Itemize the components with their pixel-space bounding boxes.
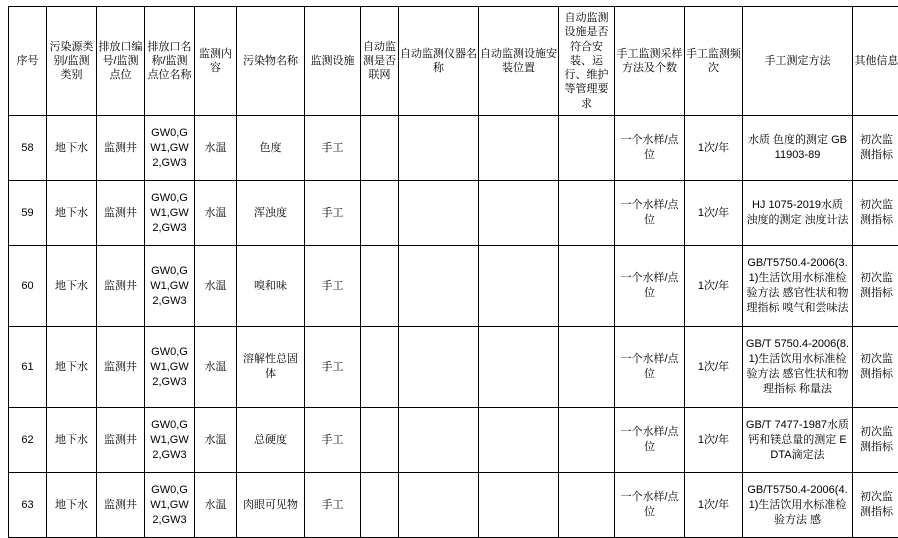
header-manual-frequency: 手工监测频次 [685,7,743,116]
cell-other-info: 初次监测指标 [853,116,898,181]
cell-auto-requirement [559,116,615,181]
cell-manual-sampling: 一个水样/点位 [615,473,685,538]
cell-auto-instrument [399,473,479,538]
cell-monitor-content: 水温 [195,408,237,473]
cell-outlet-number: 监测井 [97,181,145,246]
cell-outlet-name: GW0,GW1,GW2,GW3 [145,246,195,327]
cell-manual-determination: GB/T 7477-1987水质 钙和镁总量的测定 EDTA滴定法 [743,408,853,473]
table-row [9,181,898,246]
cell-manual-determination: GB/T 5750.4-2006(8.1)生活饮用水标准检验方法 感官性状和物理指标 称量法 [743,327,853,408]
cell-outlet-number: 监测井 [97,408,145,473]
cell-auto-networked [361,116,399,181]
cell-auto-instrument [399,246,479,327]
cell-pollutant-name: 总硬度 [237,408,305,473]
cell-manual-frequency: 1次/年 [685,246,743,327]
cell-monitor-facility: 手工 [305,327,361,408]
cell-manual-determination: 水质 色度的测定 GB 11903-89 [743,116,853,181]
cell-seq: 63 [9,473,47,538]
cell-manual-frequency: 1次/年 [685,116,743,181]
header-manual-sampling: 手工监测采样方法及个数 [615,7,685,116]
header-pollution-type: 污染源类别/监测类别 [47,7,97,116]
cell-manual-determination: HJ 1075-2019水质 浊度的测定 浊度计法 [743,181,853,246]
cell-outlet-number: 监测井 [97,246,145,327]
cell-auto-position [479,246,559,327]
cell-auto-position [479,408,559,473]
cell-pollutant-name: 溶解性总固体 [237,327,305,408]
cell-outlet-name: GW0,GW1,GW2,GW3 [145,473,195,538]
cell-manual-sampling: 一个水样/点位 [615,408,685,473]
cell-auto-position [479,116,559,181]
cell-auto-instrument [399,181,479,246]
cell-auto-networked [361,181,399,246]
cell-auto-position [479,327,559,408]
cell-outlet-name: GW0,GW1,GW2,GW3 [145,408,195,473]
cell-manual-frequency: 1次/年 [685,473,743,538]
cell-manual-frequency: 1次/年 [685,181,743,246]
cell-pollution-type: 地下水 [47,181,97,246]
header-outlet-name: 排放口名称/监测点位名称 [145,7,195,116]
header-auto-instrument: 自动监测仪器名称 [399,7,479,116]
cell-auto-instrument [399,327,479,408]
cell-outlet-number: 监测井 [97,116,145,181]
cell-pollution-type: 地下水 [47,473,97,538]
header-auto-networked: 自动监测是否联网 [361,7,399,116]
cell-outlet-name: GW0,GW1,GW2,GW3 [145,116,195,181]
cell-seq: 61 [9,327,47,408]
table-row [9,116,898,181]
cell-auto-networked [361,408,399,473]
cell-pollution-type: 地下水 [47,246,97,327]
cell-monitor-facility: 手工 [305,116,361,181]
header-other-info: 其他信息 [853,7,898,116]
table-row [9,473,898,538]
cell-other-info: 初次监测指标 [853,246,898,327]
cell-pollution-type: 地下水 [47,408,97,473]
cell-manual-sampling: 一个水样/点位 [615,246,685,327]
cell-seq: 62 [9,408,47,473]
cell-monitor-content: 水温 [195,116,237,181]
cell-auto-instrument [399,408,479,473]
cell-pollutant-name: 嗅和味 [237,246,305,327]
cell-pollutant-name: 浑浊度 [237,181,305,246]
header-manual-determination: 手工测定方法 [743,7,853,116]
header-pollutant-name: 污染物名称 [237,7,305,116]
cell-seq: 60 [9,246,47,327]
cell-auto-requirement [559,246,615,327]
cell-auto-networked [361,473,399,538]
cell-monitor-facility: 手工 [305,408,361,473]
cell-auto-requirement [559,327,615,408]
cell-monitor-facility: 手工 [305,181,361,246]
cell-pollutant-name: 色度 [237,116,305,181]
cell-auto-requirement [559,181,615,246]
table-row [9,408,898,473]
cell-monitor-content: 水温 [195,473,237,538]
table-row [9,246,898,327]
table-header-row [9,7,898,116]
cell-auto-position [479,473,559,538]
cell-manual-sampling: 一个水样/点位 [615,181,685,246]
cell-pollutant-name: 肉眼可见物 [237,473,305,538]
cell-monitor-facility: 手工 [305,473,361,538]
cell-auto-networked [361,327,399,408]
self-monitoring-table [8,6,898,538]
cell-monitor-facility: 手工 [305,246,361,327]
cell-manual-determination: GB/T5750.4-2006(4.1)生活饮用水标准检验方法 感 [743,473,853,538]
cell-seq: 59 [9,181,47,246]
cell-monitor-content: 水温 [195,246,237,327]
cell-seq: 58 [9,116,47,181]
cell-manual-sampling: 一个水样/点位 [615,327,685,408]
cell-other-info: 初次监测指标 [853,408,898,473]
cell-auto-requirement [559,408,615,473]
cell-other-info: 初次监测指标 [853,181,898,246]
cell-manual-frequency: 1次/年 [685,408,743,473]
cell-outlet-number: 监测井 [97,327,145,408]
cell-auto-instrument [399,116,479,181]
cell-other-info: 初次监测指标 [853,327,898,408]
cell-auto-requirement [559,473,615,538]
cell-manual-frequency: 1次/年 [685,327,743,408]
header-monitor-facility: 监测设施 [305,7,361,116]
header-outlet-number: 排放口编号/监测点位 [97,7,145,116]
cell-outlet-name: GW0,GW1,GW2,GW3 [145,181,195,246]
cell-manual-sampling: 一个水样/点位 [615,116,685,181]
cell-monitor-content: 水温 [195,181,237,246]
cell-monitor-content: 水温 [195,327,237,408]
table-body [9,116,898,538]
cell-auto-position [479,181,559,246]
header-auto-requirement: 自动监测设施是否符合安装、运行、维护等管理要求 [559,7,615,116]
cell-outlet-name: GW0,GW1,GW2,GW3 [145,327,195,408]
cell-manual-determination: GB/T5750.4-2006(3.1)生活饮用水标准检验方法 感官性状和物理指标 嗅气和尝味法 [743,246,853,327]
header-auto-position: 自动监测设施安装位置 [479,7,559,116]
cell-auto-networked [361,246,399,327]
header-monitor-content: 监测内容 [195,7,237,116]
cell-pollution-type: 地下水 [47,116,97,181]
cell-pollution-type: 地下水 [47,327,97,408]
cell-outlet-number: 监测井 [97,473,145,538]
table-row [9,327,898,408]
cell-other-info: 初次监测指标 [853,473,898,538]
header-seq: 序号 [9,7,47,116]
